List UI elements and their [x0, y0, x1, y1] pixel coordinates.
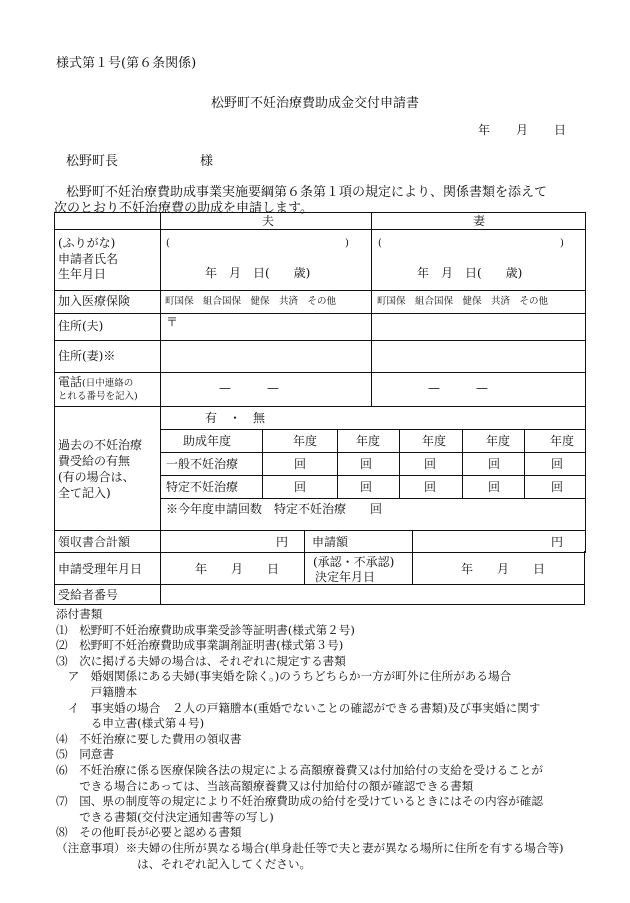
- wife-address-label: 住所(妻)※: [58, 349, 116, 363]
- specific-times-1: 回: [294, 480, 307, 494]
- grant-year-2: 年度: [356, 434, 381, 448]
- wife-header: 妻: [473, 214, 486, 228]
- decision-label-2: 決定年月日: [315, 570, 376, 584]
- application-amount-label: 申請額: [312, 535, 349, 549]
- insurance-label: 加入医療保険: [58, 294, 131, 308]
- decision-date-field: 年 月 日: [461, 562, 546, 576]
- acceptance-date-field: 年 月 日: [195, 562, 280, 576]
- note-line: ⑵ 松野町不妊治療費助成事業調剤証明書(様式第３号): [56, 638, 344, 653]
- grant-year-3: 年度: [422, 434, 447, 448]
- note-line: ⑴ 松野町不妊治療費助成事業受診等証明書(様式第２号): [56, 622, 355, 637]
- husband-header: 夫: [262, 214, 275, 228]
- husband-furigana-close: ): [345, 238, 349, 249]
- note-line: ⑶ 次に掲げる夫婦の場合は、それぞれに規定する書類: [56, 653, 346, 668]
- intro-line-2: 次のとおり不妊治療費の助成を申請します。: [54, 201, 313, 216]
- note-line: イ 事実婚の場合 ２人の戸籍謄本(重婚でないことの確認ができる書類)及び事実婚に関す: [56, 700, 541, 715]
- intro-line-1: 松野町不妊治療費助成事業実施要綱第６条第１項の規定により、関係書類を添えて: [66, 185, 548, 200]
- application-amount-yen: 円: [551, 535, 564, 549]
- note-line: は、それぞれ記入してください。: [56, 856, 312, 871]
- phone-label: [58, 375, 133, 390]
- note-line: ア 婚姻関係にある夫婦(事実婚を除く。)のうちどちらか一方が町外に住所がある場合: [56, 669, 512, 684]
- husband-birthdate-field[interactable]: 年 月 日( 歳): [205, 266, 311, 280]
- note-line: ⑻ その他町長が必要と認める書類: [56, 825, 242, 840]
- acceptance-date-label: 申請受理年月日: [58, 562, 143, 576]
- note-line: 戸籍謄本: [56, 684, 138, 699]
- specific-times-4: 回: [488, 480, 501, 494]
- general-treatment-label: 一般不妊治療: [166, 457, 239, 471]
- general-times-3: 回: [424, 457, 437, 471]
- phone-label-note-1: (日中連絡の: [82, 378, 134, 389]
- this-year-application-count: ※今年度申請回数 特定不妊治療 回: [166, 502, 383, 516]
- receipt-total-yen: 円: [276, 535, 289, 549]
- grant-year-1: 年度: [293, 434, 318, 448]
- husband-phone-field[interactable]: — —: [219, 381, 280, 395]
- form-number: 様式第１号(第６条関係): [56, 56, 197, 71]
- grant-year-label: 助成年度: [183, 434, 232, 448]
- general-times-2: 回: [360, 457, 373, 471]
- note-line: ⑺ 国、県の制度等の規定により不妊治療費助成の給付を受けているときにはその内容が確認: [56, 794, 543, 809]
- note-line: る申立書(様式第４号): [56, 716, 205, 731]
- date-month-label: 月: [516, 123, 529, 137]
- note-line: できる書類(交付決定通知書等の写し): [56, 809, 274, 824]
- note-line: ⑹ 不妊治療に係る医療保険各法の規定による高額療養費又は付加給付の支給を受けることが: [56, 762, 543, 777]
- receipt-total-label: 領収書合計額: [58, 535, 131, 549]
- form-title: 松野町不妊治療費助成金交付申請書: [210, 96, 419, 111]
- past-grant-label-2: 費受給の有無: [58, 454, 131, 468]
- specific-times-2: 回: [360, 480, 373, 494]
- note-line: できる場合にあっては、当該高額療養費又は付加給付の額が確認できる書類: [56, 778, 474, 793]
- birthdate-label: 生年月日: [58, 267, 107, 281]
- wife-insurance-options[interactable]: 町国保 組合国保 健保 共済 その他: [377, 296, 549, 307]
- note-line: 添付書類: [56, 607, 103, 621]
- general-times-4: 回: [488, 457, 501, 471]
- application-date: [478, 121, 566, 138]
- general-times-5: 回: [551, 457, 564, 471]
- note-line: ⑸ 同意書: [56, 747, 114, 762]
- general-times-1: 回: [294, 457, 307, 471]
- phone-label-note-2: とれる番号を記入): [58, 391, 138, 402]
- specific-times-5: 回: [551, 480, 564, 494]
- husband-insurance-options[interactable]: 町国保 組合国保 健保 共済 その他: [165, 296, 337, 307]
- date-year-label: 年: [478, 123, 491, 137]
- phone-label-main: 電話: [58, 375, 83, 389]
- date-day-label: 日: [554, 123, 567, 137]
- postal-mark: 〒: [166, 315, 179, 329]
- wife-furigana-open: (: [378, 238, 382, 249]
- furigana-label: (ふりがな): [58, 236, 116, 250]
- recipient-number-label: 受給者番号: [58, 588, 119, 602]
- decision-label-1: (承認・不承認): [313, 555, 395, 569]
- addressee-honorific: 様: [200, 154, 214, 169]
- specific-treatment-label: 特定不妊治療: [166, 480, 239, 494]
- wife-birthdate-field[interactable]: 年 月 日( 歳): [417, 266, 523, 280]
- grant-year-5: 年度: [550, 434, 575, 448]
- past-grant-label-3: (有の場合は、: [58, 470, 135, 484]
- past-grant-label-1: 過去の不妊治療: [58, 438, 143, 452]
- grant-year-4: 年度: [486, 434, 511, 448]
- past-grant-label-4: 全て記入): [58, 486, 111, 500]
- note-line: ⑷ 不妊治療に要した費用の領収書: [56, 731, 242, 746]
- note-line: （注意事項）※夫婦の住所が異なる場合(単身赴任等で夫と妻が異なる場所に住所を有する場合等): [56, 840, 564, 855]
- attachment-notes: [56, 607, 564, 872]
- wife-phone-field[interactable]: — —: [428, 381, 489, 395]
- past-grant-yes-no[interactable]: 有 ・ 無: [205, 411, 266, 425]
- addressee: [66, 150, 213, 169]
- applicant-name-label: 申請者氏名: [58, 252, 119, 266]
- wife-furigana-close: ): [560, 238, 564, 249]
- specific-times-3: 回: [424, 480, 437, 494]
- addressee-name: 松野町長: [66, 154, 119, 169]
- husband-address-label: 住所(夫): [58, 319, 104, 333]
- husband-furigana-open: (: [166, 238, 170, 249]
